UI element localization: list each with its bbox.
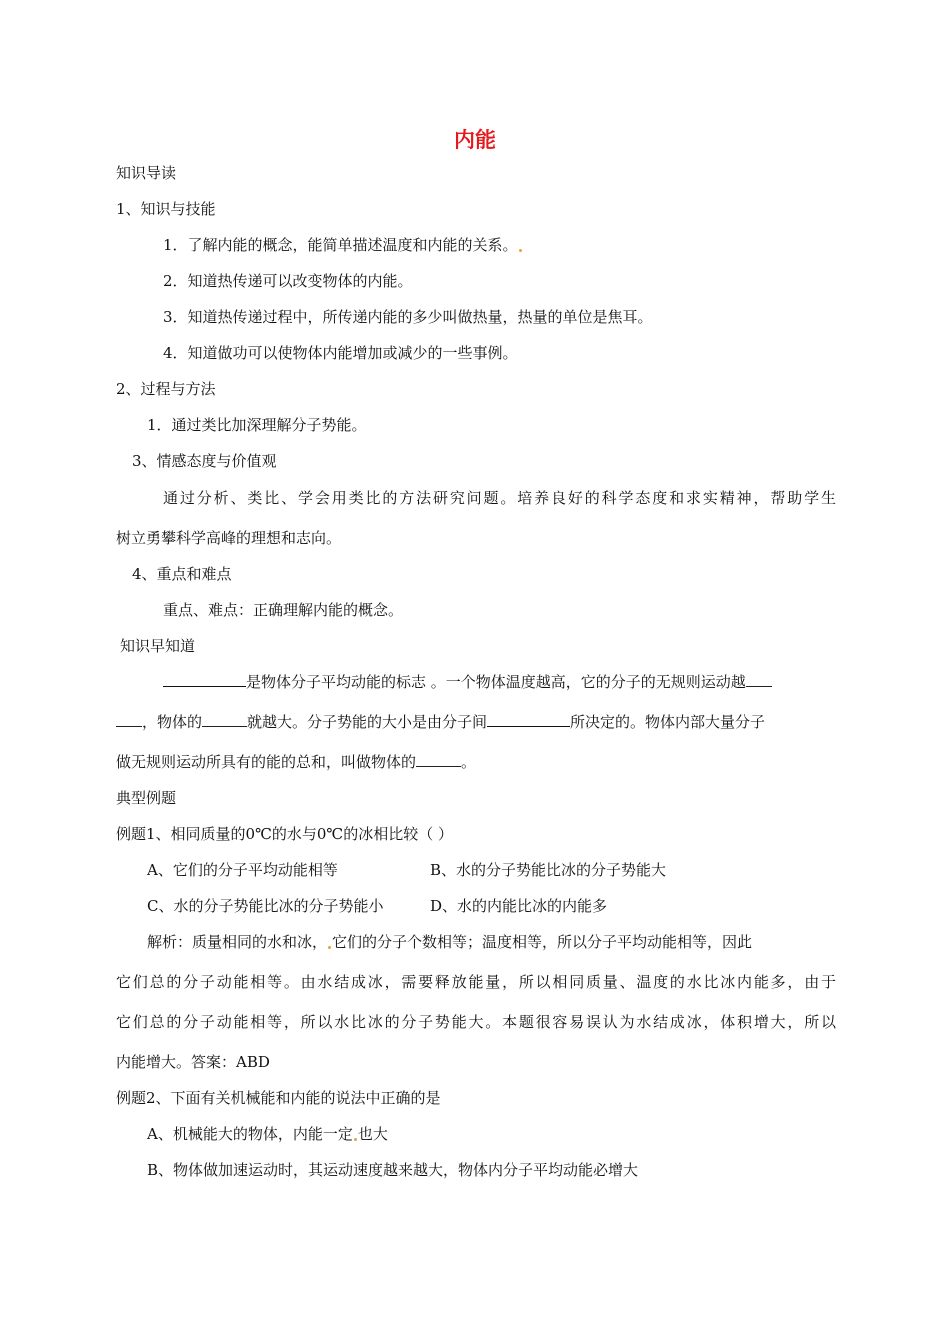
guide-heading: 知识导读 [116, 164, 177, 182]
analysis-text: 解析：质量相 [147, 933, 238, 951]
fill-blank[interactable] [163, 672, 246, 687]
fill-line-1 [163, 672, 772, 692]
objective-3: 3．知道热传递过程中，所传递内能的多少叫做热量，热量的单位是焦耳。 [163, 308, 653, 326]
example-1-analysis-line-1 [147, 932, 752, 952]
example-2-question: 例题2、下面有关机械能和内能的说法中正确的是 [116, 1089, 441, 1107]
section-process-heading: 2、过程与方法 [116, 380, 216, 398]
example-1-analysis-line-2: 它们总的分子动能相等。由水结成冰，需要释放能量，所以相同质量、温度的水比冰内能多，由于 [116, 973, 836, 991]
fill-blank[interactable] [487, 712, 570, 727]
objective-1-text: 1．了解内能的概念，能简单描述温度和内能的关系。 [163, 236, 518, 254]
objective-2: 2．知道热传递可以改变物体的内能。 [163, 272, 413, 290]
fill-blank[interactable] [202, 712, 247, 727]
keypoints-text: 重点、难点：正确理解内能的概念。 [163, 601, 404, 619]
fill-line-2 [116, 712, 765, 732]
example-1-analysis-line-4: 内能增大。答案：ABD [116, 1053, 270, 1071]
option-text: A、机械能大的物体，内能一定 [147, 1125, 353, 1143]
section-keypoints-heading: 4、重点和难点 [132, 565, 232, 583]
example-1-analysis-line-3: 它们总的分子动能相等，所以水比冰的分子势能大。本题很容易误认为水结成冰，体积增大，所以 [116, 1013, 836, 1031]
objective-1 [163, 235, 523, 255]
fill-text: 就越大。分子势能的大小是由分子间 [247, 713, 488, 731]
example-1-option-a: A、它们的分子平均动能相等 [147, 861, 338, 879]
option-text: 也大 [357, 1125, 388, 1143]
fill-blank[interactable] [746, 672, 772, 687]
attitude-text-line-1: 通过分析、类比、学会用类比的方法研究问题。培养良好的科学态度和求实精神，帮助学生 [163, 489, 836, 507]
fill-blank[interactable] [416, 752, 461, 767]
example-1-option-b: B、水的分子势能比冰的分子势能大 [430, 861, 667, 879]
example-1-option-d: D、水的内能比冰的内能多 [430, 897, 608, 915]
fill-text: ，物体的 [142, 713, 203, 731]
fill-text: 是物体分子平均动能的标志 。一个物体温度越高，它的分子的无规则运动越 [246, 673, 746, 691]
annotation-mark [354, 1138, 357, 1141]
example-2-option-b: B、物体做加速运动时，其运动速度越来越大，物体内分子平均动能必增大 [147, 1161, 639, 1179]
fill-blank[interactable] [116, 712, 142, 727]
fill-text: 做无规则运动所具有的能的总和，叫做物体的 [116, 753, 417, 771]
attitude-text-line-2: 树立勇攀科学高峰的理想和志向。 [116, 529, 342, 547]
annotation-mark [519, 249, 522, 252]
example-1-option-c: C、水的分子势能比冰的分子势能小 [147, 897, 384, 915]
fill-text: 所决定的。物体内部大量分子 [570, 713, 766, 731]
example-1-question: 例题1、相同质量的0℃的水与0℃的冰相比较（ ） [116, 825, 453, 843]
examples-heading: 典型例题 [116, 789, 177, 807]
fill-text: 。 [461, 753, 477, 771]
fill-line-3 [116, 752, 476, 772]
example-2-option-a [147, 1124, 388, 1144]
objective-4: 4．知道做功可以使物体内能增加或减少的一些事例。 [163, 344, 518, 362]
early-heading: 知识早知道 [120, 637, 196, 655]
section-knowledge-heading: 1、知识与技能 [116, 200, 216, 218]
section-attitude-heading: 3、情感态度与价值观 [132, 452, 277, 470]
annotation-mark [328, 946, 331, 949]
page-title: 内能 [454, 128, 496, 152]
process-item-1: 1．通过类比加深理解分子势能。 [147, 416, 367, 434]
analysis-text: 它们的分子个数相等；温度相等，所以分子平均动能相等，因此 [332, 933, 753, 951]
analysis-text: 同的水和冰， [237, 933, 328, 951]
